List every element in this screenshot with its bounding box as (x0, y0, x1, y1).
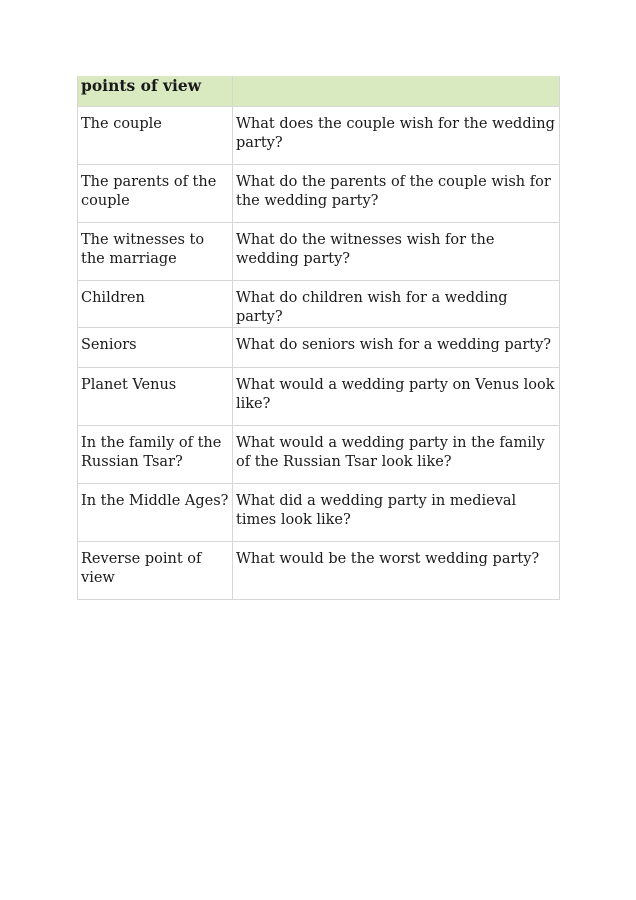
question-cell: What do children wish for a wedding party? (233, 280, 560, 327)
header-cell-question (233, 76, 560, 106)
question-cell: What do the witnesses wish for the wedding party? (233, 222, 560, 280)
table-row (78, 483, 560, 541)
perspective-cell: The parents of the couple (78, 164, 233, 222)
question-cell: What do seniors wish for a wedding party? (233, 327, 560, 367)
table-row (78, 327, 560, 367)
table-header-row (78, 76, 560, 106)
perspective-cell: Children (78, 280, 233, 327)
perspective-cell: In the Middle Ages? (78, 483, 233, 541)
table-row (78, 280, 560, 327)
table-row (78, 425, 560, 483)
question-cell: What do the parents of the couple wish for the wedding party? (233, 164, 560, 222)
table-row (78, 367, 560, 425)
table-row (78, 222, 560, 280)
perspective-cell: Seniors (78, 327, 233, 367)
question-cell: What did a wedding party in medieval times look like? (233, 483, 560, 541)
perspective-cell: Reverse point of view (78, 541, 233, 599)
perspective-cell: In the family of the Russian Tsar? (78, 425, 233, 483)
table-row (78, 164, 560, 222)
points-of-view-table (77, 76, 560, 600)
table-body (78, 76, 560, 599)
question-cell: What would be the worst wedding party? (233, 541, 560, 599)
question-cell: What would a wedding party in the family of the Russian Tsar look like? (233, 425, 560, 483)
perspective-cell: The witnesses to the marriage (78, 222, 233, 280)
perspective-cell: Planet Venus (78, 367, 233, 425)
question-cell: What does the couple wish for the wedding party? (233, 106, 560, 164)
question-cell: What would a wedding party on Venus look like? (233, 367, 560, 425)
perspective-cell: The couple (78, 106, 233, 164)
header-cell-perspective: points of view (78, 76, 233, 106)
table-row (78, 106, 560, 164)
table-row (78, 541, 560, 599)
